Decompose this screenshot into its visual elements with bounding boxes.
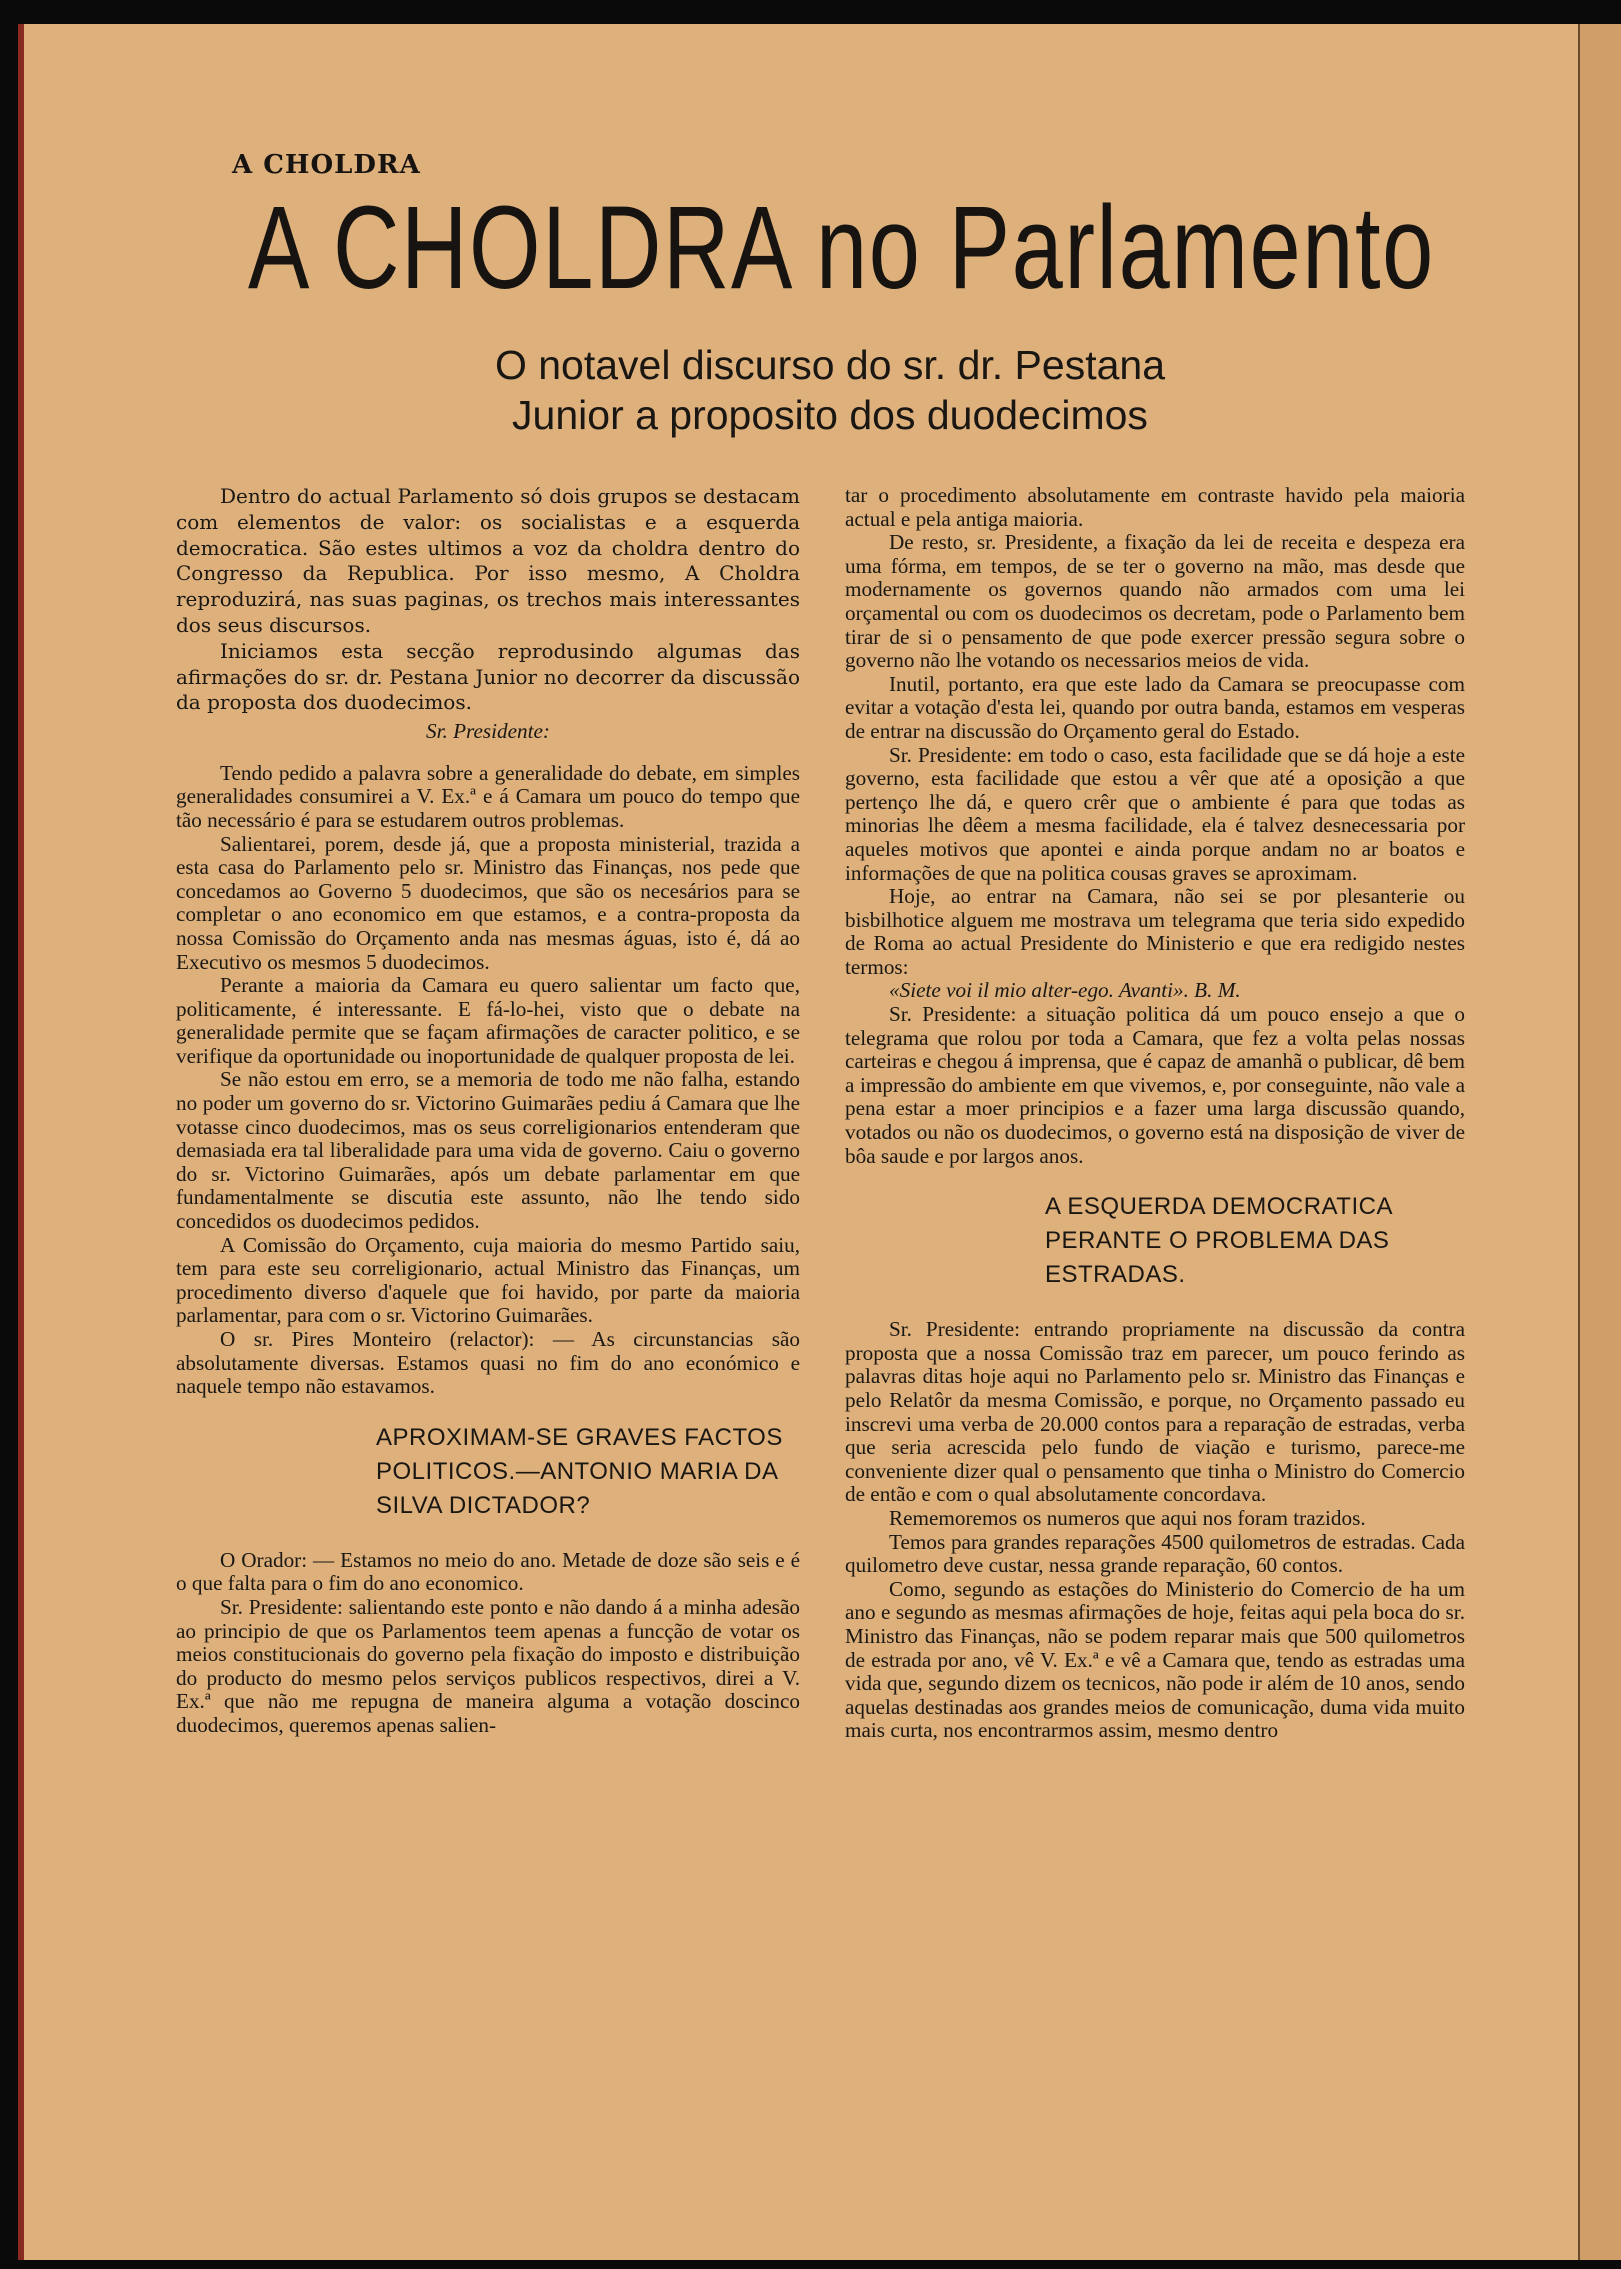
section-heading: APROXIMAM-SE GRAVES FACTOS POLITICOS.—ANTONIO MARIA DA SILVA DICTADOR? — [376, 1423, 783, 1519]
page-title: A CHOLDRA no Parlamento — [248, 182, 1435, 314]
paragraph: A Comissão do Orçamento, cuja maioria do mesmo Partido saiu, tem para este seu correligionario, actual Ministro das Finanças, um procedimento diverso d'aquele que foi havido, por parte da maioria parlamentar, para com o sr. Victorino Guimarães. — [176, 1232, 800, 1328]
next-page-edge — [1578, 24, 1621, 2260]
left-column — [176, 484, 800, 1738]
paragraph: Perante a maioria da Camara eu quero salientar um facto que, politicamente, é interessante. E fá-lo-hei, visto que o debate na generalidade permite que se façam afirmações de caracter politico, e se verifique da oportunidade ou inoportunidade de qualquer proposta de lei. — [176, 973, 800, 1068]
subtitle-line-2: Junior a proposito dos duodecimos — [512, 392, 1148, 438]
intro-paragraph-1: Dentro do actual Parlamento só dois grupos se destacam com elementos de valor: os socialistas e a esquerda democratica. São estes ultimos a voz da choldra dentro do Congresso da Republica. Por isso mesmo, A Choldra reproduzirá, nas suas paginas, os trechos mais interessantes dos seus discursos. — [176, 484, 800, 637]
paragraph: Sr. Presidente: a situação politica dá um pouco ensejo a que o telegrama que rolou por toda a Camara, que fez a volta pelas nossas carteiras e chegou á imprensa, que é capaz de amanhã o publicar, dê bem a impressão do ambiente em que vivemos, e, por conseguinte, não vale a pena estar a moer principios e a fazer uma larga discussão quando, votados ou não os duodecimos, o governo está na disposição de viver de bôa saude e por largos anos. — [845, 1002, 1465, 1168]
paragraph: O Orador: — Estamos no meio do ano. Metade de doze são seis e é o que falta para o fim do ano economico. — [176, 1547, 800, 1596]
speaker-heading: Sr. Presidente: — [426, 719, 550, 744]
paragraph: O sr. Pires Monteiro (relactor): — As circunstancias são absolutamente diversas. Estamos quasi no fim do ano económico e naquele tempo não estavamos. — [176, 1327, 800, 1399]
paragraph: Temos para grandes reparações 4500 quilometros de estradas. Cada quilometro deve custar, nessa grande reparação, 60 contos. — [845, 1529, 1465, 1578]
intro-paragraph-2: Iniciamos esta secção reprodusindo algumas das afirmações do sr. dr. Pestana Junior no decorrer da discussão da proposta dos duodecimos. — [176, 638, 800, 715]
paragraph: Hoje, ao entrar na Camara, não sei se por plesanterie ou bisbilhotice alguem me mostrava um telegrama que teria sido expedido de Roma ao actual Presidente do Ministerio e que era redigido nestes termos: — [845, 884, 1465, 979]
paragraph: Tendo pedido a palavra sobre a generalidade do debate, em simples generalidades consumirei a V. Ex.ª e á Camara um pouco do tempo que tão necessário é para se estudarem outros problemas. — [176, 760, 800, 832]
paragraph: Se não estou em erro, se a memoria de todo me não falha, estando no poder um governo do sr. Victorino Guimarães pediu á Camara que lhe votasse cinco duodecimos, mas os seus correligionarios entenderam que demasiada era tal liberalidade para uma vida de governo. Caiu o governo do sr. Victorino Guimarães, após um debate parlamentar em que fundamentalmente se discutia este assunto, não lhe tendo sido concedidos os duodecimos pedidos. — [176, 1067, 800, 1234]
paragraph: Sr. Presidente: em todo o caso, esta facilidade que se dá hoje a este governo, esta facilidade que estou a vêr que até a oposição a que pertenço lhe dá, e quero crêr que o ambiente é para que todas as minorias lhe dêem a mesma facilidade, ela é talvez desnecessaria por aqueles motivos que apontei e ainda porque andam no ar boatos e informações de que na politica cousas graves se aproximam. — [845, 742, 1465, 885]
subtitle-line-1: O notavel discurso do sr. dr. Pestana — [494, 342, 1166, 388]
paragraph: De resto, sr. Presidente, a fixação da lei de receita e despeza era uma fórma, em tempos, de se ter o governo na mão, mas desde que modernamente os governos quando não armados com uma lei orçamental ou com os duodecimos os decretam, pode o Parlamento bem tirar de si o pensamento de que pode exercer pressão segura sobre o governo não lhe votando os necessarios meios de vida. — [845, 530, 1465, 673]
paragraph: Como, segundo as estações do Ministerio do Comercio de ha um ano e segundo as mesmas afirmações de hoje, feitas aqui pela boca do sr. Ministro das Finanças, não se podem reparar mais que 500 quilometros de estrada por ano, vê V. Ex.ª e vê a Camara que, tendo as estradas uma vida que, segundo dizem os tecnicos, não pode ir além de 10 anos, sendo aquelas destinadas aos grandes meios de comunicação, duma vida muito mais curta, nos encontrarmos assim, mesmo dentro — [845, 1576, 1465, 1743]
right-column — [845, 484, 1465, 1743]
paragraph: Sr. Presidente: salientando este ponto e não dando á a minha adesão ao principio de que os Parlamentos teem apenas a funcção de votar os meios constitucionais do governo pela fixação do imposto e distribuição do producto do mesmo pelos serviços publicos respectivos, direi a V. Ex.ª que não me repugna de maneira alguma a votação doscinco duodecimos, queremos apenas salien- — [176, 1594, 800, 1737]
section-heading: A ESQUERDA DEMOCRATICA PERANTE O PROBLEMA DAS ESTRADAS. — [1045, 1193, 1392, 1289]
paragraph: Sr. Presidente: entrando propriamente na discussão da contra proposta que a nossa Comissão traz em parecer, um pouco ferindo as palavras ditas hoje aqui no Parlamento pelo sr. Ministro das Finanças e pelo Relatôr da mesma Comissão, e porque, no Orçamento passado eu inscrevi uma verba de 20.000 contos para a reparação de estradas, verba que seria acrescida pelo fundo de viação e turismo, parece-me conveniente dizer qual o pensamento que tinha o Ministro do Comercio de então e com o qual absolutamente concordava. — [845, 1317, 1465, 1507]
running-header: A CHOLDRA — [232, 150, 421, 180]
paragraph: Rememoremos os numeros que aqui nos foram trazidos. — [889, 1505, 1366, 1530]
telegram-quote: «Siete voi il mio alter-ego. Avanti». B. M. — [889, 978, 1241, 1003]
paragraph: Inutil, portanto, era que este lado da Camara se preocupasse com evitar a votação d'esta lei, quando por outra banda, estamos em vesperas de entrar na discussão do Orçamento geral do Estado. — [845, 671, 1465, 743]
paragraph: tar o procedimento absolutamente em contraste havido pela maioria actual e pela antiga maioria. — [845, 483, 1465, 531]
paragraph: Salientarei, porem, desde já, que a proposta ministerial, trazida a esta casa do Parlamento pelo sr. Ministro das Finanças, nos pede que concedamos ao Governo 5 duodecimos, que são os necesários para se completar o ano economico em que estamos, e a contra-proposta da nossa Comissão do Orçamento anda nas mesmas águas, isto é, dá ao Executivo os mesmos 5 duodecimos. — [176, 831, 800, 974]
subtitle — [440, 340, 1220, 440]
